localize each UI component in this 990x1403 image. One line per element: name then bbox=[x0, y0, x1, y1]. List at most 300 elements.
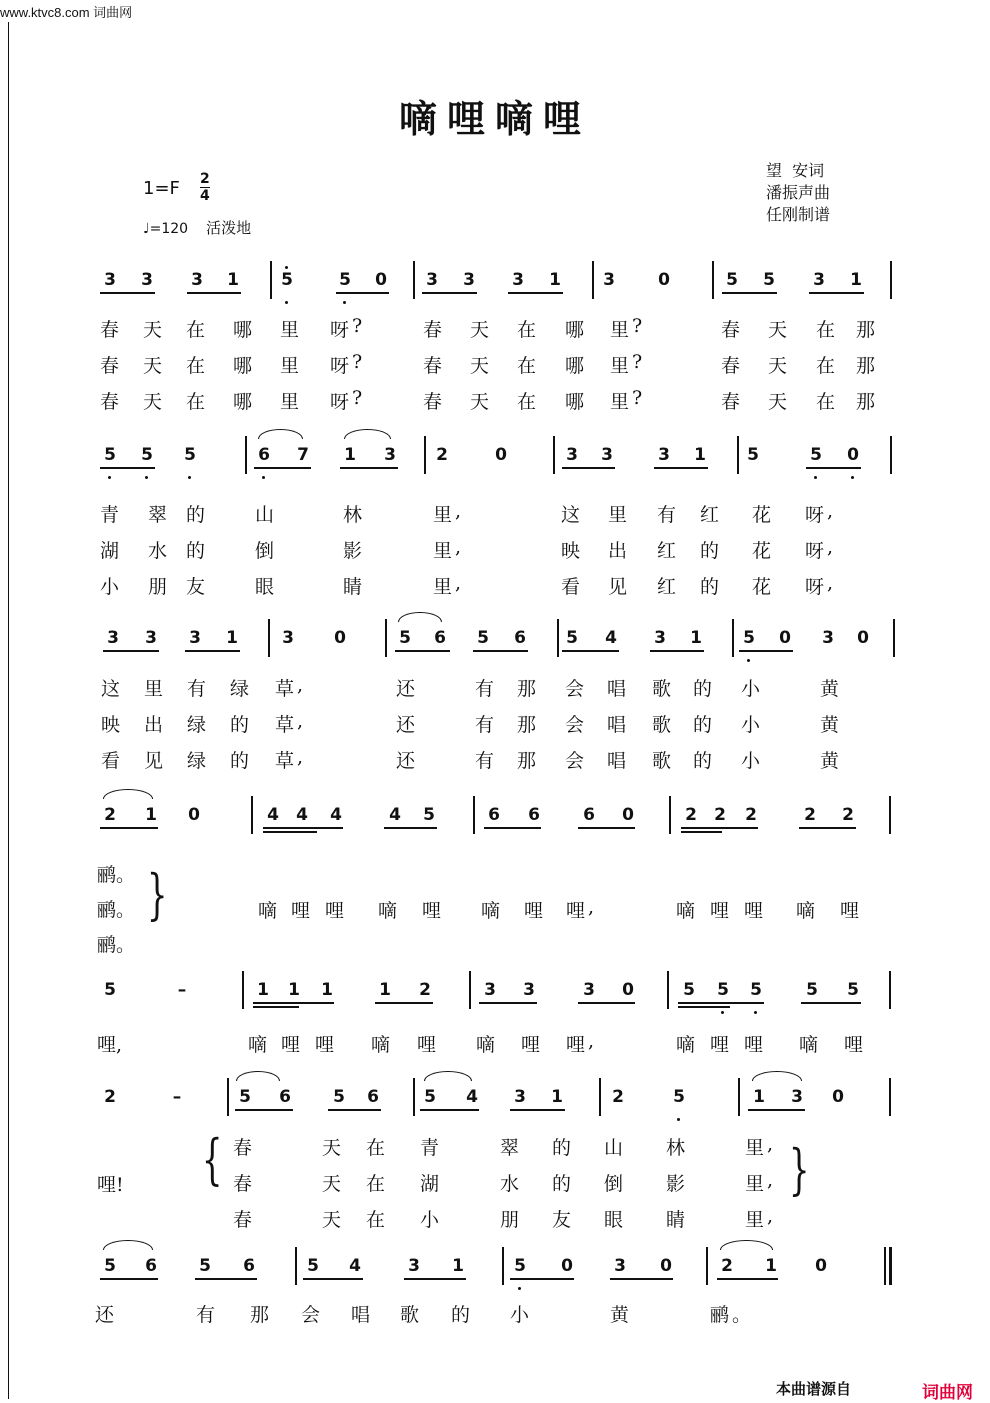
note: 5 bbox=[141, 445, 153, 465]
lyric-chorus: 嘀 bbox=[799, 1034, 819, 1056]
note: 3 bbox=[813, 270, 825, 290]
barline bbox=[669, 796, 671, 834]
underline bbox=[303, 1278, 363, 1280]
note: 5 bbox=[339, 270, 351, 290]
underline bbox=[473, 650, 528, 652]
barline bbox=[251, 796, 253, 834]
lyric-verse-1: 天 bbox=[322, 1137, 342, 1159]
note: 0 bbox=[857, 628, 869, 648]
note: 0 bbox=[495, 445, 507, 465]
note: 3 bbox=[189, 628, 201, 648]
barline bbox=[270, 261, 272, 299]
note: 3 bbox=[654, 628, 666, 648]
note: 7 bbox=[297, 445, 309, 465]
lyric-verse-2: 的 bbox=[700, 540, 720, 562]
lyric-verse-1: 春 bbox=[423, 319, 443, 341]
note: 5 bbox=[847, 980, 859, 1000]
brace: { bbox=[201, 1128, 223, 1191]
lyric-verse-3-punct: ? bbox=[632, 387, 643, 409]
lyric-verse-3: 春 bbox=[233, 1209, 253, 1231]
note: 5 bbox=[424, 1087, 436, 1107]
lyric-verse-1: 有 bbox=[657, 504, 677, 526]
lyric-chorus-punct: , bbox=[588, 896, 595, 918]
lyric-chorus: 嘀 bbox=[258, 900, 278, 922]
underline bbox=[479, 1002, 537, 1004]
note: 1 bbox=[549, 270, 561, 290]
note: 1 bbox=[765, 1256, 777, 1276]
lyric-verse-2: 在 bbox=[517, 355, 537, 377]
lyric-verse-1: 哪 bbox=[565, 319, 585, 341]
note: 5 bbox=[810, 445, 822, 465]
lyric-verse-1: 青 bbox=[420, 1137, 440, 1159]
low-octave-dot bbox=[518, 1287, 521, 1290]
note: 5 bbox=[281, 270, 293, 290]
lyric-verse-3: 小 bbox=[420, 1209, 440, 1231]
lyric-verse-1: 里 bbox=[280, 319, 300, 341]
lyric-chorus-punct: , bbox=[588, 1030, 595, 1052]
note: 0 bbox=[660, 1256, 672, 1276]
lyric-verse-3-punct: ? bbox=[352, 387, 363, 409]
lyric-verse-3: 绿 bbox=[187, 750, 207, 772]
brace: } bbox=[146, 863, 168, 926]
lyric-chorus: 哩 bbox=[291, 900, 311, 922]
note: 5 bbox=[399, 628, 411, 648]
meter-bottom: 4 bbox=[200, 188, 210, 204]
note: 3 bbox=[601, 445, 613, 465]
note: 0 bbox=[658, 270, 670, 290]
lyric-verse-1: 春 bbox=[233, 1137, 253, 1159]
note: 3 bbox=[191, 270, 203, 290]
lyric-verse-3: 看 bbox=[561, 576, 581, 598]
lyric-verse-2: 草 bbox=[275, 714, 295, 736]
note: 1 bbox=[145, 805, 157, 825]
low-octave-dot bbox=[721, 1011, 724, 1014]
lyric-verse-1: 里 bbox=[433, 504, 453, 526]
lyric-verse-1: 春 bbox=[721, 319, 741, 341]
site-label[interactable]: www.ktvc8.com 词曲网 bbox=[0, 5, 133, 20]
lyric-verse-3: 那 bbox=[856, 391, 876, 413]
lyric-verse-2: 在 bbox=[366, 1173, 386, 1195]
lyric-verse-3: 那 bbox=[517, 750, 537, 772]
lyric-verse-2-punct: ? bbox=[632, 351, 643, 373]
lyric-verse-3: 友 bbox=[186, 576, 206, 598]
lyric-verse-3: 天 bbox=[322, 1209, 342, 1231]
composer-credit: 潘振声曲 bbox=[766, 183, 831, 202]
note: 5 bbox=[307, 1256, 319, 1276]
lyric-verse-3-punct: , bbox=[297, 746, 304, 768]
slur bbox=[424, 1071, 472, 1081]
lyric-verse-2: 天 bbox=[470, 355, 490, 377]
lyric-verse-1-punct: , bbox=[827, 500, 834, 522]
note: 0 bbox=[815, 1256, 827, 1276]
lyric-verse-3: 眼 bbox=[255, 576, 275, 598]
lyric-verse-2: 黄 bbox=[820, 714, 840, 736]
lyric-verse-1: 唱 bbox=[607, 678, 627, 700]
lyric-verse-2: 呀 bbox=[805, 540, 825, 562]
lyric-verse-1: 还 bbox=[396, 678, 416, 700]
note: 3 bbox=[514, 1087, 526, 1107]
underline bbox=[253, 1002, 334, 1004]
note: 1 bbox=[850, 270, 862, 290]
slur bbox=[103, 1240, 153, 1250]
lyric-verse-3: 在 bbox=[186, 391, 206, 413]
barline bbox=[890, 436, 892, 474]
note: 5 bbox=[743, 628, 755, 648]
note: 6 bbox=[514, 628, 526, 648]
lyric-verse-1: 在 bbox=[517, 319, 537, 341]
underline bbox=[100, 827, 158, 829]
underline-double bbox=[253, 1006, 299, 1008]
low-octave-dot bbox=[754, 1011, 757, 1014]
note: 1 bbox=[257, 980, 269, 1000]
lyric-verse-1: 绿 bbox=[230, 678, 250, 700]
lyric-verse-3: 看 bbox=[101, 750, 121, 772]
key-signature: 1=F bbox=[143, 178, 180, 199]
lyric-verse-3: 小 bbox=[100, 576, 120, 598]
lyric-verse-3: 红 bbox=[657, 576, 677, 598]
low-octave-dot bbox=[262, 476, 265, 479]
note: 5 bbox=[683, 980, 695, 1000]
low-octave-dot bbox=[677, 1118, 680, 1121]
underline bbox=[806, 467, 861, 469]
note: 5 bbox=[747, 445, 759, 465]
lyric-verse-1: 有 bbox=[475, 678, 495, 700]
note: 3 bbox=[822, 628, 834, 648]
final-barline bbox=[889, 1247, 892, 1285]
lyric-verse-3: 鹂。 bbox=[97, 934, 136, 956]
underline bbox=[100, 467, 155, 469]
note: 1 bbox=[551, 1087, 563, 1107]
lyric-verse-3: 小 bbox=[741, 750, 761, 772]
note: 3 bbox=[408, 1256, 420, 1276]
lyric-verse-1: 翠 bbox=[500, 1137, 520, 1159]
note: 2 bbox=[612, 1087, 624, 1107]
lyric-verse-2: 里 bbox=[433, 540, 453, 562]
note: 5 bbox=[239, 1087, 251, 1107]
lyric-verse-2: 小 bbox=[741, 714, 761, 736]
barline bbox=[599, 1078, 601, 1116]
note: 5 bbox=[477, 628, 489, 648]
note: 3 bbox=[104, 270, 116, 290]
lyric-chorus: 哩 bbox=[281, 1034, 301, 1056]
underline bbox=[748, 1109, 805, 1111]
underline-double bbox=[678, 1006, 730, 1008]
slur bbox=[720, 1240, 773, 1250]
lyric-verse-2: 呀 bbox=[330, 355, 350, 377]
page-left-border bbox=[8, 22, 9, 1399]
note: 5 bbox=[726, 270, 738, 290]
note: 1 bbox=[288, 980, 300, 1000]
lyric-verse-2: 还 bbox=[396, 714, 416, 736]
barline bbox=[890, 261, 892, 299]
underline bbox=[340, 467, 398, 469]
note: 5 bbox=[423, 805, 435, 825]
underline bbox=[420, 1109, 479, 1111]
lyric-chorus: 嘀 bbox=[378, 900, 398, 922]
barline bbox=[738, 1078, 740, 1116]
lyric-verse-2: 影 bbox=[666, 1173, 686, 1195]
lyric-verse-1: 那 bbox=[856, 319, 876, 341]
barline bbox=[413, 1078, 415, 1116]
note: 3 bbox=[583, 980, 595, 1000]
lyric-line: 还 bbox=[95, 1304, 115, 1326]
lyric-verse-2: 倒 bbox=[604, 1173, 624, 1195]
lyric-verse-1: 有 bbox=[187, 678, 207, 700]
note: 2 bbox=[104, 805, 116, 825]
lyric-verse-1: 的 bbox=[552, 1137, 572, 1159]
lyric-verse-3: 歌 bbox=[652, 750, 672, 772]
note: 4 bbox=[389, 805, 401, 825]
lyric-chorus: 哩 bbox=[710, 1034, 730, 1056]
note: 1 bbox=[344, 445, 356, 465]
low-octave-dot bbox=[851, 476, 854, 479]
lyric-verse-2: 映 bbox=[101, 714, 121, 736]
lyric-chorus: 哩 bbox=[524, 900, 544, 922]
barline bbox=[424, 436, 426, 474]
barline bbox=[413, 261, 415, 299]
lyric-verse-1: 花 bbox=[752, 504, 772, 526]
lyric-verse-3: 春 bbox=[721, 391, 741, 413]
note: 6 bbox=[583, 805, 595, 825]
barline bbox=[889, 796, 891, 834]
underline bbox=[422, 292, 477, 294]
barline bbox=[469, 971, 471, 1009]
lyric-verse-2: 绿 bbox=[187, 714, 207, 736]
barline bbox=[706, 1247, 708, 1285]
high-octave-dot bbox=[285, 266, 288, 269]
note: 2 bbox=[714, 805, 726, 825]
lyric-chorus: 嘀 bbox=[481, 900, 501, 922]
lyric-verse-2: 里 bbox=[610, 355, 630, 377]
lyric-line: 歌 bbox=[400, 1304, 420, 1326]
note: 0 bbox=[779, 628, 791, 648]
note: 0 bbox=[561, 1256, 573, 1276]
note: 3 bbox=[523, 980, 535, 1000]
note: 0 bbox=[622, 980, 634, 1000]
underline bbox=[384, 827, 437, 829]
lyric-verse-3: 在 bbox=[816, 391, 836, 413]
underline bbox=[185, 650, 240, 652]
lyric-verse-2: 在 bbox=[186, 355, 206, 377]
note: – bbox=[172, 1087, 182, 1107]
lyric-chorus: 哩 bbox=[521, 1034, 541, 1056]
note: 3 bbox=[384, 445, 396, 465]
meter-top: 2 bbox=[200, 171, 210, 187]
lyric-line: 小 bbox=[510, 1304, 530, 1326]
note: 1 bbox=[690, 628, 702, 648]
lyric-verse-1: 这 bbox=[561, 504, 581, 526]
lyric-verse-2: 唱 bbox=[607, 714, 627, 736]
note: 0 bbox=[832, 1087, 844, 1107]
lyric-verse-2: 天 bbox=[768, 355, 788, 377]
lyric-verse-1: 里 bbox=[144, 678, 164, 700]
barline bbox=[667, 971, 669, 1009]
lyric-verse-3: 朋 bbox=[148, 576, 168, 598]
lyric-verse-2: 歌 bbox=[652, 714, 672, 736]
lyric-verse-3-punct: , bbox=[767, 1205, 774, 1227]
lyric-verse-3: 呀 bbox=[805, 576, 825, 598]
note: 5 bbox=[566, 628, 578, 648]
lyric-verse-2: 映 bbox=[561, 540, 581, 562]
lyric-verse-1: 的 bbox=[693, 678, 713, 700]
lyric-verse-2-punct: ? bbox=[352, 351, 363, 373]
lyric-chorus: 哩 bbox=[417, 1034, 437, 1056]
lyric-verse-2-punct: , bbox=[827, 536, 834, 558]
transcriber-credit: 任刚制谱 bbox=[766, 205, 831, 224]
low-octave-dot bbox=[285, 301, 288, 304]
note: 3 bbox=[463, 270, 475, 290]
note: 0 bbox=[847, 445, 859, 465]
lyric-verse-1: 会 bbox=[565, 678, 585, 700]
note: 2 bbox=[419, 980, 431, 1000]
slur bbox=[103, 789, 153, 799]
note: 5 bbox=[184, 445, 196, 465]
note: 6 bbox=[434, 628, 446, 648]
underline bbox=[578, 827, 635, 829]
lyric-verse-2: 有 bbox=[475, 714, 495, 736]
lyric-verse-1: 山 bbox=[255, 504, 275, 526]
slur bbox=[236, 1071, 280, 1081]
lyric-line: 鹂 bbox=[710, 1304, 730, 1326]
lyric-verse-2: 的 bbox=[186, 540, 206, 562]
barline bbox=[385, 619, 387, 657]
barline bbox=[889, 971, 891, 1009]
lyric-verse-1-punct: , bbox=[455, 500, 462, 522]
lyric-verse-3: 天 bbox=[470, 391, 490, 413]
note: 4 bbox=[349, 1256, 361, 1276]
note: 5 bbox=[333, 1087, 345, 1107]
footer-source-label: 本曲谱源自 bbox=[776, 1380, 852, 1398]
barline bbox=[592, 261, 594, 299]
lyric-verse-3: 唱 bbox=[607, 750, 627, 772]
note: 1 bbox=[227, 270, 239, 290]
underline bbox=[103, 650, 159, 652]
note: 3 bbox=[426, 270, 438, 290]
note: 3 bbox=[614, 1256, 626, 1276]
tempo-marking bbox=[143, 217, 251, 238]
barline bbox=[227, 1078, 229, 1116]
lyric-verse-2: 湖 bbox=[100, 540, 120, 562]
lyric-verse-3: 春 bbox=[423, 391, 443, 413]
lyric-verse-2-punct: , bbox=[297, 710, 304, 732]
footer-brand[interactable]: 词曲网 bbox=[922, 1383, 973, 1403]
lyric-chorus: 哩 bbox=[566, 900, 586, 922]
lyric-verse-2-punct: , bbox=[455, 536, 462, 558]
lyric-verse-2: 的 bbox=[552, 1173, 572, 1195]
lyric-verse-1: 里 bbox=[745, 1137, 765, 1159]
lyric-verse-1-punct: , bbox=[297, 674, 304, 696]
lyric-verse-2: 春 bbox=[233, 1173, 253, 1195]
lyric-chorus: 哩 bbox=[744, 900, 764, 922]
barline bbox=[242, 971, 244, 1009]
lyric-verse-3: 见 bbox=[608, 576, 628, 598]
note: 4 bbox=[330, 805, 342, 825]
note: 6 bbox=[258, 445, 270, 465]
lyric-chorus: 哩 bbox=[844, 1034, 864, 1056]
underline bbox=[336, 292, 389, 294]
lyric-chorus: 嘀 bbox=[676, 900, 696, 922]
underline bbox=[100, 1278, 158, 1280]
underline bbox=[395, 650, 450, 652]
low-octave-dot bbox=[145, 476, 148, 479]
lyric-verse-2: 倒 bbox=[255, 540, 275, 562]
lyric-verse-3: 见 bbox=[144, 750, 164, 772]
note: 1 bbox=[321, 980, 333, 1000]
lyric-verse-1: 哪 bbox=[233, 319, 253, 341]
underline bbox=[578, 1002, 635, 1004]
lyric-verse-2: 影 bbox=[343, 540, 363, 562]
lyric-chorus: 哩 bbox=[325, 900, 345, 922]
note: 0 bbox=[188, 805, 200, 825]
underline bbox=[484, 827, 541, 829]
lyric-verse-3: 里 bbox=[610, 391, 630, 413]
lyric-verse-3: 的 bbox=[230, 750, 250, 772]
note: – bbox=[177, 980, 187, 1000]
lyric-verse-1: 的 bbox=[186, 504, 206, 526]
underline bbox=[100, 292, 155, 294]
note: 3 bbox=[791, 1087, 803, 1107]
lyric-verse-1: 歌 bbox=[652, 678, 672, 700]
note: 3 bbox=[603, 270, 615, 290]
underline bbox=[801, 1002, 861, 1004]
lyric-verse-1: 黄 bbox=[820, 678, 840, 700]
barline bbox=[268, 619, 270, 657]
slur bbox=[398, 612, 442, 622]
low-octave-dot bbox=[343, 301, 346, 304]
lyric-verse-1: 里 bbox=[610, 319, 630, 341]
slur bbox=[258, 429, 303, 439]
lyric-verse-1: 呀 bbox=[805, 504, 825, 526]
underline bbox=[809, 292, 864, 294]
lyric-verse-2: 那 bbox=[856, 355, 876, 377]
lyric-verse-1: 草 bbox=[275, 678, 295, 700]
lyric-verse-2: 天 bbox=[143, 355, 163, 377]
note: 3 bbox=[484, 980, 496, 1000]
lyric-verse-2: 红 bbox=[657, 540, 677, 562]
lyric-verse-1-punct: ? bbox=[632, 315, 643, 337]
lyric-verse-3: 睛 bbox=[666, 1209, 686, 1231]
lyric-verse-3-punct: , bbox=[827, 572, 834, 594]
lyric-verse-3: 朋 bbox=[500, 1209, 520, 1231]
underline bbox=[235, 1109, 293, 1111]
lyric-line: 哩! bbox=[97, 1174, 124, 1196]
underline bbox=[681, 827, 758, 829]
lyric-chorus: 嘀 bbox=[248, 1034, 268, 1056]
lyric-line: 哩, bbox=[97, 1034, 123, 1056]
note: 5 bbox=[514, 1256, 526, 1276]
lyric-line-punct: 。 bbox=[732, 1304, 752, 1326]
note: 0 bbox=[622, 805, 634, 825]
underline bbox=[263, 827, 343, 829]
underline bbox=[187, 292, 241, 294]
lyric-chorus: 嘀 bbox=[371, 1034, 391, 1056]
barline bbox=[295, 1247, 297, 1285]
note: 0 bbox=[375, 270, 387, 290]
lyric-verse-1: 在 bbox=[186, 319, 206, 341]
lyric-verse-2: 哪 bbox=[565, 355, 585, 377]
tempo-bpm: ♩=120 bbox=[143, 221, 189, 237]
lyric-verse-3: 呀 bbox=[330, 391, 350, 413]
lyric-verse-1: 里 bbox=[608, 504, 628, 526]
note: 2 bbox=[436, 445, 448, 465]
note: 5 bbox=[199, 1256, 211, 1276]
low-octave-dot bbox=[814, 476, 817, 479]
lyric-verse-2: 里 bbox=[280, 355, 300, 377]
lyric-verse-3: 在 bbox=[366, 1209, 386, 1231]
underline bbox=[654, 467, 708, 469]
lyric-chorus: 嘀 bbox=[676, 1034, 696, 1056]
lyric-verse-2-punct: , bbox=[767, 1169, 774, 1191]
